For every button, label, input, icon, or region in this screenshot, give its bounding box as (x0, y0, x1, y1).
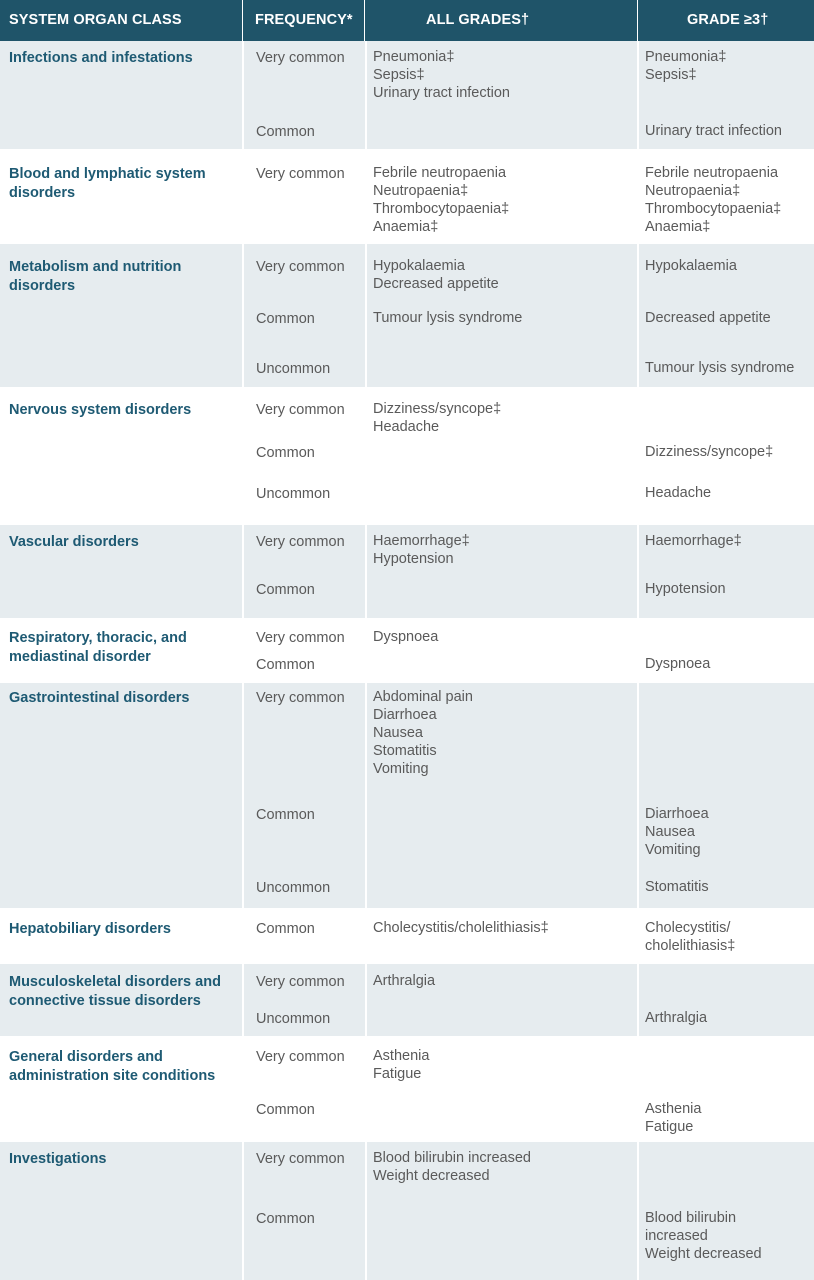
column-divider (637, 683, 639, 908)
header-frequency: FREQUENCY* (255, 12, 353, 28)
grade3-cell (645, 1209, 813, 1263)
column-divider (637, 1142, 639, 1280)
table-header (0, 0, 814, 41)
frequency-label: Very common (256, 534, 345, 550)
organ-group (0, 964, 814, 1036)
grade3-cell (645, 580, 813, 598)
column-divider (637, 525, 639, 618)
grade3-cell (645, 1009, 813, 1027)
all-grades-cell (373, 164, 635, 236)
column-divider (365, 683, 367, 908)
organ-group (0, 41, 814, 149)
organ-class-label: Metabolism and nutrition disorders (9, 259, 182, 294)
adverse-reaction-term: Asthenia (373, 1048, 430, 1064)
organ-class-label: Gastrointestinal disorders (9, 690, 190, 706)
column-divider (637, 41, 639, 149)
organ-group (0, 387, 814, 525)
organ-class-label: Investigations (9, 1151, 107, 1167)
column-divider (637, 908, 639, 964)
adverse-reaction-term: Urinary tract infection (645, 123, 782, 139)
adverse-reaction-term: Febrile neutropaenia (645, 165, 779, 181)
column-divider (637, 149, 639, 244)
column-divider (637, 244, 639, 387)
adverse-reaction-term: Hypotension (645, 581, 726, 597)
header-divider (242, 0, 243, 41)
header-divider (364, 0, 365, 41)
frequency-label: Common (256, 657, 315, 673)
adverse-reaction-term: Dizziness/syncope‡ (373, 401, 502, 417)
adverse-reaction-term: Hypokalaemia (645, 258, 737, 274)
all-grades-cell (373, 1149, 635, 1185)
all-grades-cell (373, 309, 635, 327)
all-grades-cell (373, 1047, 635, 1083)
adverse-reaction-term: Dizziness/syncope‡ (645, 444, 774, 460)
column-divider (637, 618, 639, 683)
grade3-cell (645, 164, 813, 236)
frequency-label: Common (256, 311, 315, 327)
grade3-cell (645, 805, 813, 859)
adverse-reaction-term: cholelithiasis‡ (645, 938, 736, 954)
frequency-label: Common (256, 807, 315, 823)
all-grades-cell (373, 972, 635, 990)
adverse-reaction-term: Tumour lysis syndrome (645, 360, 795, 376)
all-grades-cell (373, 48, 635, 102)
organ-group (0, 618, 814, 683)
grade3-cell (645, 484, 813, 502)
adverse-reaction-term: Cholecystitis/cholelithiasis‡ (373, 920, 549, 936)
column-divider (637, 387, 639, 525)
organ-class-label: Hepatobiliary disorders (9, 921, 171, 937)
frequency-label: Common (256, 921, 315, 937)
organ-class-label: Respiratory, thoracic, and mediastinal disorder (9, 630, 187, 665)
adverse-reaction-term: Nausea (645, 824, 695, 840)
adverse-reaction-term: Cholecystitis/ (645, 920, 731, 936)
adverse-reaction-term: Neutropaenia‡ (373, 183, 469, 199)
adverse-reaction-term: Sepsis‡ (645, 67, 697, 83)
grade3-cell (645, 48, 813, 84)
adverse-reaction-term: Diarrhoea (373, 707, 437, 723)
frequency-label: Very common (256, 259, 345, 275)
adverse-reaction-term: Arthralgia (645, 1010, 708, 1026)
grade3-cell (645, 257, 813, 275)
frequency-label: Common (256, 582, 315, 598)
grade3-cell (645, 1100, 813, 1136)
grade3-cell (645, 309, 813, 327)
adverse-reaction-term: Vomiting (645, 842, 701, 858)
adverse-reaction-term: Dyspnoea (373, 629, 439, 645)
adverse-reaction-term: Neutropaenia‡ (645, 183, 741, 199)
organ-class-label: Musculoskeletal disorders and connective tissue disorders (9, 974, 221, 1009)
organ-group (0, 244, 814, 387)
adverse-reaction-term: Decreased appetite (373, 276, 499, 292)
frequency-label: Very common (256, 402, 345, 418)
frequency-label: Very common (256, 974, 345, 990)
adverse-reaction-term: Headache (645, 485, 712, 501)
column-divider (242, 683, 244, 908)
adverse-reaction-term: Decreased appetite (645, 310, 771, 326)
frequency-label: Very common (256, 166, 345, 182)
frequency-label: Uncommon (256, 486, 331, 502)
adverse-reaction-term: Pneumonia‡ (645, 49, 727, 65)
all-grades-cell (373, 400, 635, 436)
adverse-reaction-term: Blood bilirubin (645, 1210, 737, 1226)
adverse-reaction-term: Thrombocytopaenia‡ (645, 201, 782, 217)
frequency-label: Uncommon (256, 1011, 331, 1027)
adverse-reaction-term: Febrile neutropaenia (373, 165, 507, 181)
grade3-cell (645, 655, 813, 673)
adverse-reaction-term: Abdominal pain (373, 689, 473, 705)
adverse-reaction-term: Fatigue (645, 1119, 694, 1135)
all-grades-cell (373, 532, 635, 568)
adverse-reaction-term: increased (645, 1228, 708, 1244)
frequency-label: Common (256, 1102, 315, 1118)
adverse-reaction-term: Dyspnoea (645, 656, 711, 672)
adverse-reaction-term: Sepsis‡ (373, 67, 425, 83)
grade3-cell (645, 122, 813, 140)
frequency-label: Common (256, 445, 315, 461)
adverse-reaction-term: Vomiting (373, 761, 429, 777)
organ-class-label: Nervous system disorders (9, 402, 192, 418)
adverse-reaction-term: Diarrhoea (645, 806, 709, 822)
frequency-label: Uncommon (256, 880, 331, 896)
adverse-reaction-term: Haemorrhage‡ (645, 533, 742, 549)
organ-group (0, 908, 814, 964)
organ-group (0, 1142, 814, 1280)
adverse-reaction-term: Urinary tract infection (373, 85, 510, 101)
all-grades-cell (373, 919, 635, 937)
header-all-grades: ALL GRADES† (426, 12, 530, 28)
header-divider (637, 0, 638, 41)
adverse-reaction-term: Blood bilirubin increased (373, 1150, 531, 1166)
organ-group (0, 525, 814, 618)
column-divider (637, 1036, 639, 1142)
column-divider (637, 964, 639, 1036)
frequency-label: Very common (256, 1049, 345, 1065)
header-organ: SYSTEM ORGAN CLASS (9, 12, 182, 28)
header-grade3: GRADE ≥3† (687, 12, 769, 28)
frequency-label: Uncommon (256, 361, 331, 377)
adverse-reaction-term: Fatigue (373, 1066, 422, 1082)
grade3-cell (645, 532, 813, 550)
frequency-label: Common (256, 1211, 315, 1227)
adverse-reaction-term: Pneumonia‡ (373, 49, 455, 65)
all-grades-cell (373, 257, 635, 293)
frequency-label: Very common (256, 50, 345, 66)
organ-group (0, 149, 814, 244)
adverse-reaction-term: Weight decreased (645, 1246, 762, 1262)
frequency-label: Very common (256, 1151, 345, 1167)
adverse-reaction-term: Anaemia‡ (373, 219, 439, 235)
adverse-reaction-term: Hypotension (373, 551, 454, 567)
adverse-reaction-term: Nausea (373, 725, 423, 741)
organ-class-label: Infections and infestations (9, 50, 193, 66)
organ-class-label: Blood and lymphatic system disorders (9, 166, 206, 201)
adverse-reaction-term: Tumour lysis syndrome (373, 310, 523, 326)
frequency-label: Common (256, 124, 315, 140)
adverse-reaction-term: Anaemia‡ (645, 219, 711, 235)
column-divider (365, 149, 367, 244)
adverse-reaction-term: Arthralgia (373, 973, 436, 989)
organ-group (0, 683, 814, 908)
organ-class-label: General disorders and administration site conditions (9, 1049, 216, 1084)
organ-class-label: Vascular disorders (9, 534, 139, 550)
organ-group (0, 1036, 814, 1142)
adverse-reaction-term: Headache (373, 419, 440, 435)
adverse-reaction-term: Asthenia (645, 1101, 702, 1117)
adverse-reaction-term: Haemorrhage‡ (373, 533, 470, 549)
adverse-reaction-term: Hypokalaemia (373, 258, 465, 274)
all-grades-cell (373, 628, 635, 646)
adverse-reaction-term: Stomatitis (645, 879, 709, 895)
grade3-cell (645, 878, 813, 896)
grade3-cell (645, 443, 813, 461)
adverse-reaction-term: Thrombocytopaenia‡ (373, 201, 510, 217)
frequency-label: Very common (256, 690, 345, 706)
adverse-reaction-term: Stomatitis (373, 743, 437, 759)
adverse-reaction-term: Weight decreased (373, 1168, 490, 1184)
frequency-label: Very common (256, 630, 345, 646)
all-grades-cell (373, 688, 635, 778)
grade3-cell (645, 359, 813, 377)
grade3-cell (645, 919, 813, 955)
